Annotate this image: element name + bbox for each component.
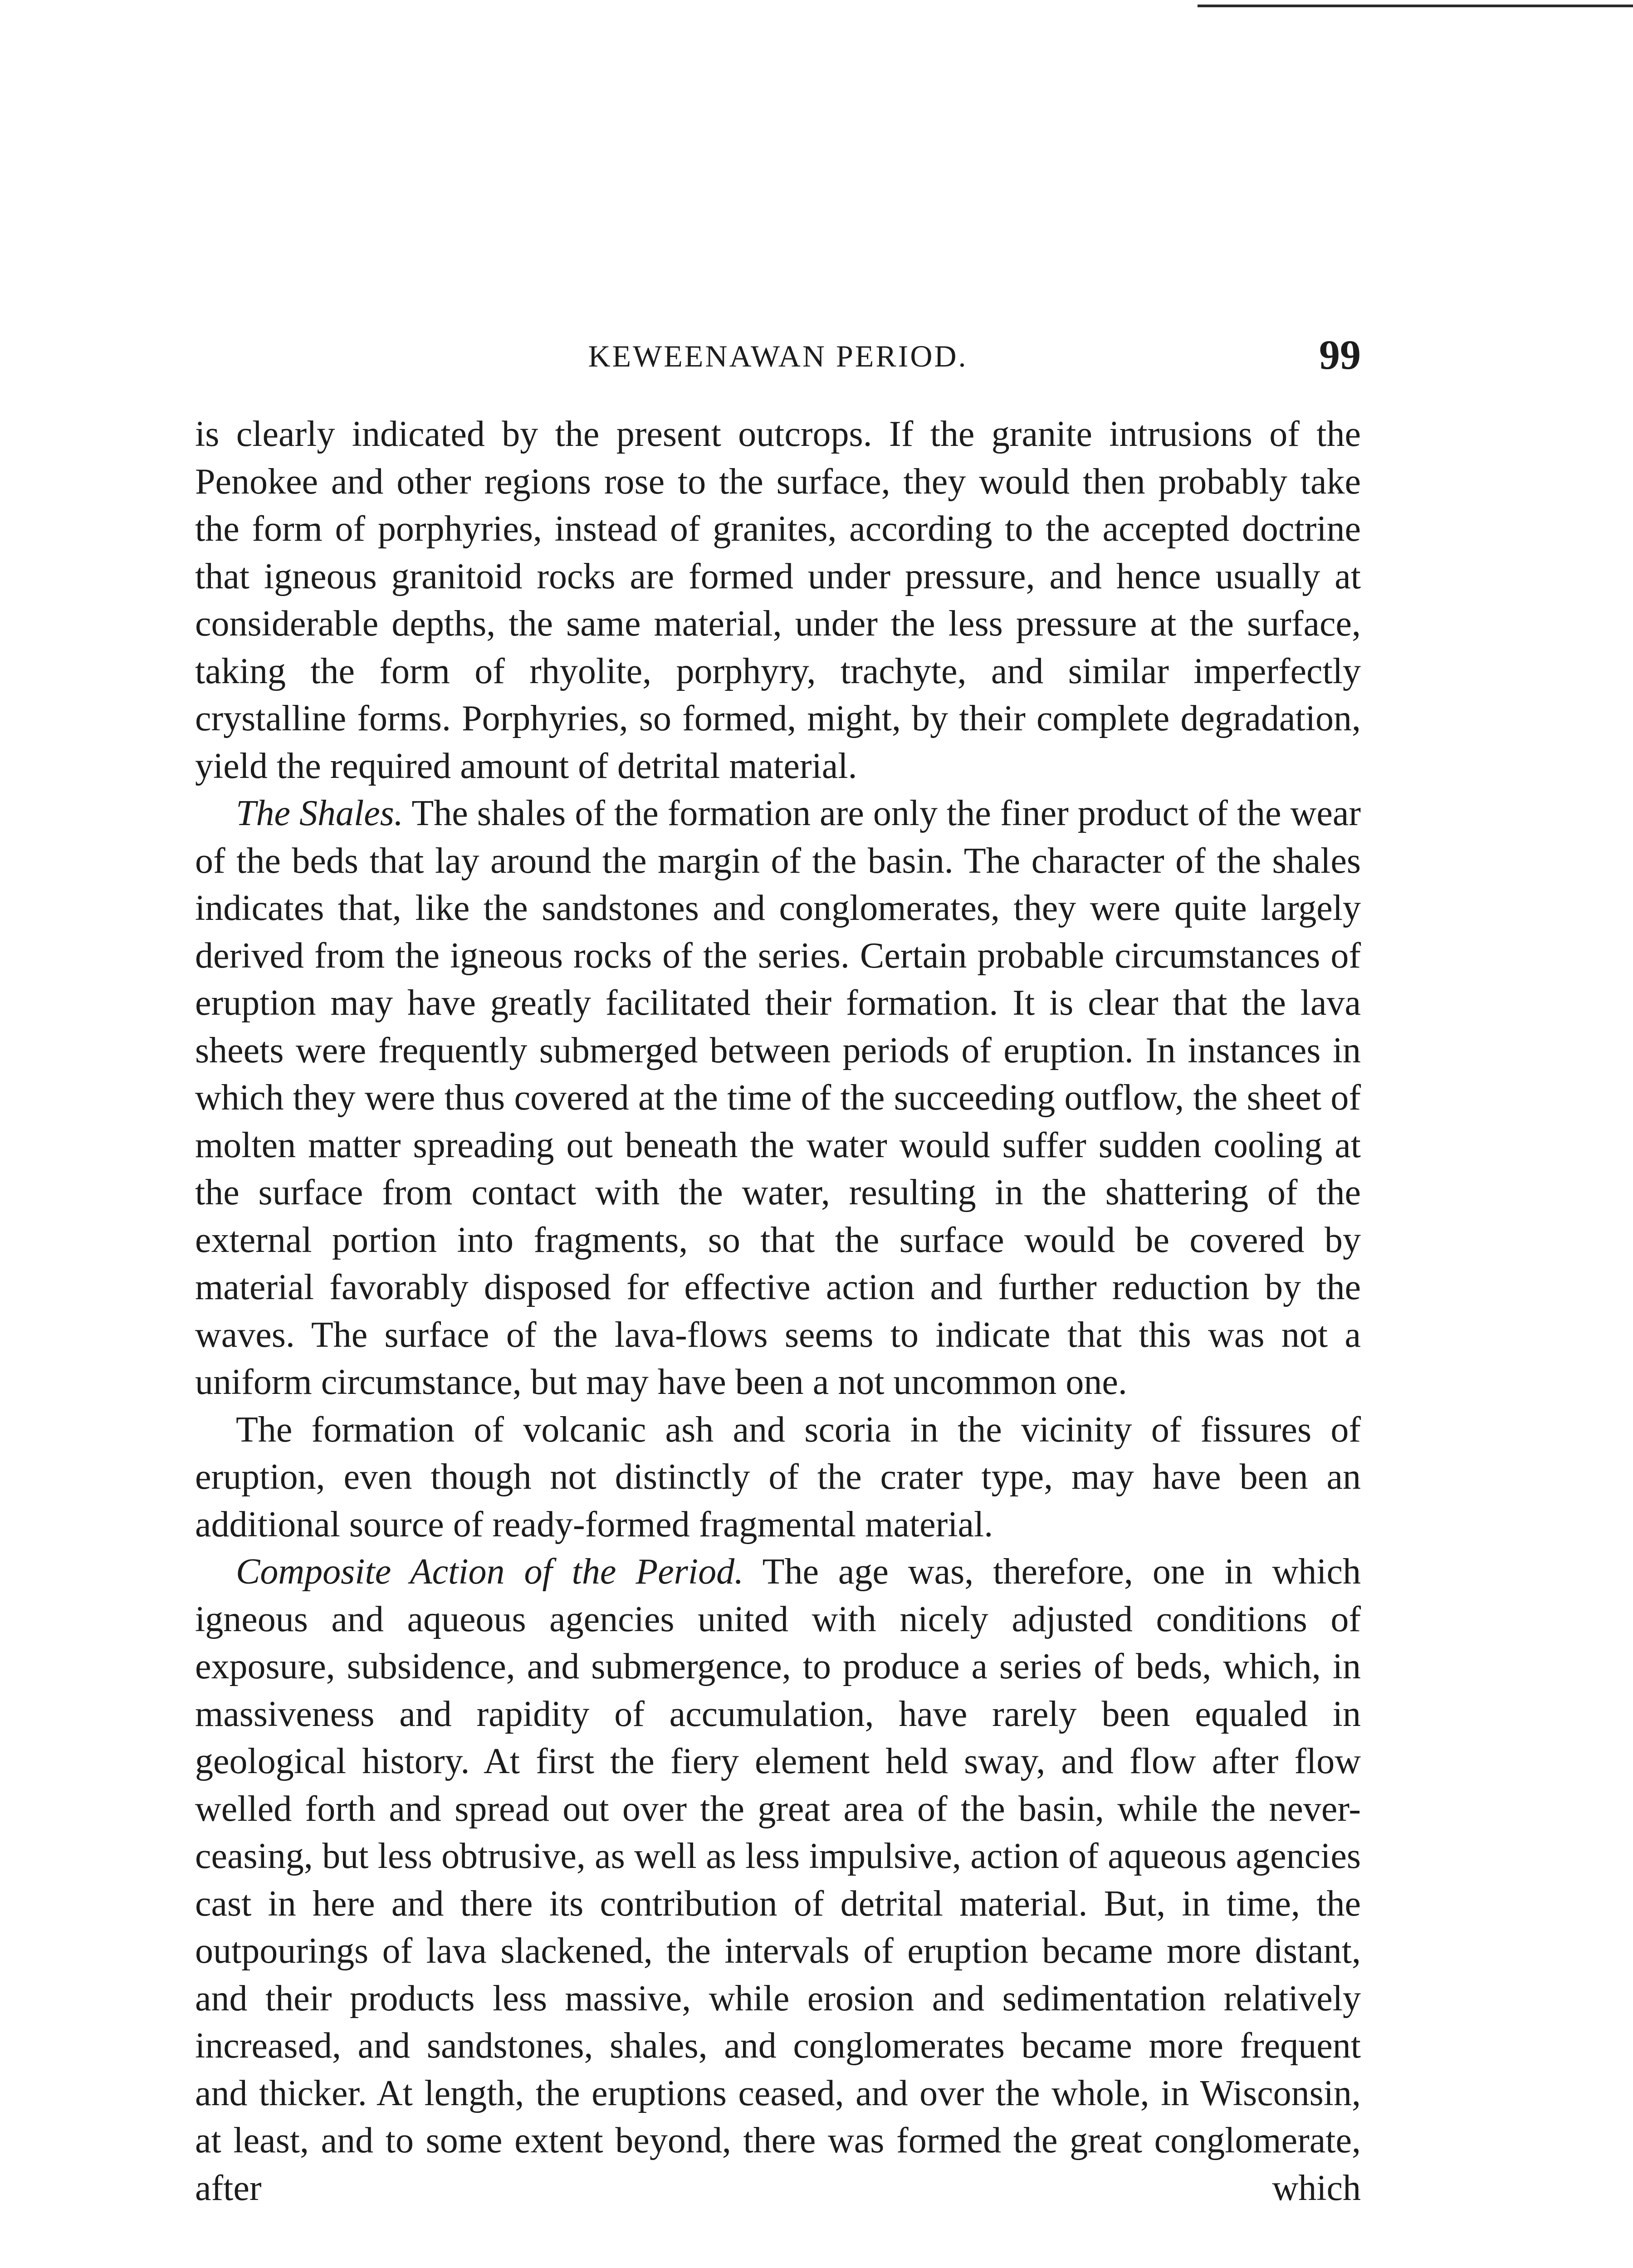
section-heading-composite-action: Composite Action of the Period. <box>236 1552 744 1592</box>
paragraph-composite-action <box>195 1548 1361 2212</box>
section-heading-shales: The Shales. <box>236 793 403 833</box>
paragraph-composite-action-text: The age was, therefore, one in which igneous and aqueous agencies united with nicely adjusted conditions of exposure, subsidence, and submergence, to produce a series of beds, which, in massiveness and rapidity of accumulation, have rarely been equaled in geological history. At first the fiery element held sway, and flow after flow welled forth and spread out over the great area of the basin, while the never-ceasing, but less obtrusive, as well as less impulsive, action of aqueous agencies cast in here and there its contribution of detrital material. But, in time, the outpourings of lava slackened, the intervals of eruption became more distant, and their products less massive, while erosion and sedimentation relatively increased, and sandstones, shales, and conglomerates became more frequent and thicker. At length, the eruptions ceased, and over the whole, in Wisconsin, at least, and to some extent beyond, there was formed the great conglomerate, after which <box>195 1552 1361 2208</box>
page-number: 99 <box>1319 332 1361 378</box>
running-title: KEWEENAWAN PERIOD. <box>588 339 968 373</box>
paragraph-shales <box>195 790 1361 1406</box>
paragraph-shales-text: The shales of the formation are only the finer product of the wear of the beds that lay around the margin of the basin. The character of the shales indicates that, like the sandstones and conglomerates, they were quite largely derived from the igneous rocks of the series. Certain probable circumstances of eruption may have greatly facilitated their formation. It is clear that the lava sheets were frequently submerged between periods of eruption. In instances in which they were thus covered at the time of the succeeding outflow, the sheet of molten matter spreading out beneath the water would suffer sudden cooling at the surface from contact with the water, resulting in the shattering of the external portion into fragments, so that the surface would be covered by material favorably disposed for effective action and further reduction by the waves. The surface of the lava-flows seems to indicate that this was not a uniform circumstance, but may have been a not uncommon one. <box>195 793 1361 1402</box>
paragraph-volcanic-ash: The formation of volcanic ash and scoria in the vicinity of fissures of eruption, even though not distinctly of the crater type, may have been an additional source of ready-formed fragmental material. <box>195 1409 1361 1545</box>
body-text <box>195 411 1361 2212</box>
page-edge-rule <box>1198 5 1633 7</box>
paragraph-continuation: is clearly indicated by the present outcrops. If the granite intrusions of the Penokee and other regions rose to the surface, they would then probably take the form of porphyries, instead of granites, according to the accepted doctrine that igneous granitoid rocks are formed under pressure, and hence usually at considerable depths, the same material, under the less pressure at the surface, taking the form of rhyolite, porphyry, trachyte, and similar imperfectly crystalline forms. Porphyries, so formed, might, by their complete degradation, yield the required amount of detrital material. <box>195 414 1361 786</box>
running-head <box>195 333 1361 383</box>
